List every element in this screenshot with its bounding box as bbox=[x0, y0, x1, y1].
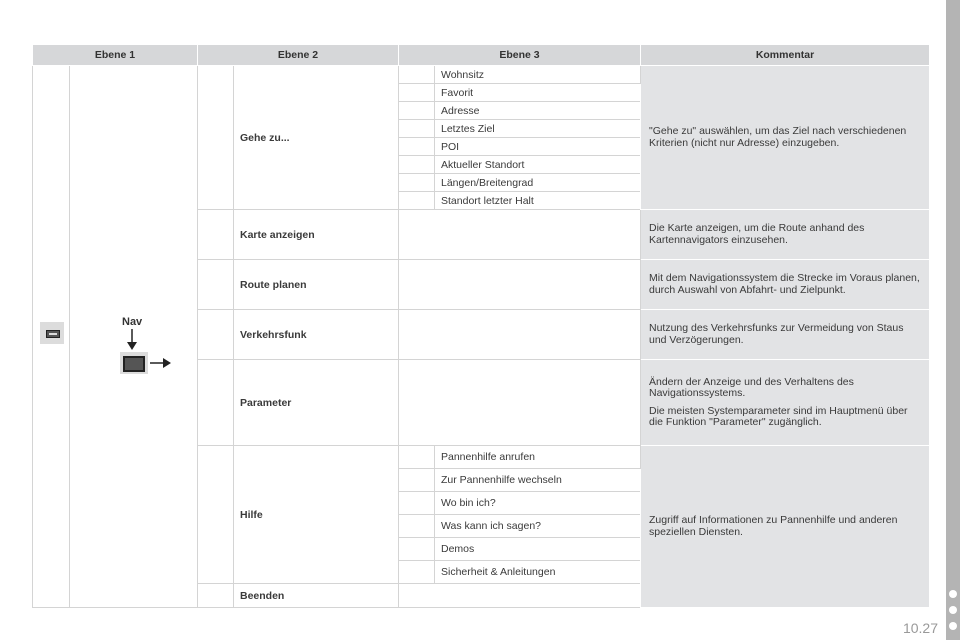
ebene2-spacer bbox=[198, 360, 234, 446]
header-ebene3: Ebene 3 bbox=[399, 45, 641, 66]
bar-dot bbox=[949, 606, 957, 614]
menu-item-adresse: Adresse bbox=[435, 102, 641, 120]
menu-item-letztes-ziel: Letztes Ziel bbox=[435, 120, 641, 138]
ebene3-spacer bbox=[399, 492, 435, 515]
ebene2-spacer bbox=[198, 446, 234, 584]
menu-item-wo-bin-ich: Wo bin ich? bbox=[435, 492, 641, 515]
ebene3-spacer bbox=[399, 66, 435, 84]
menu-gehe-zu: Gehe zu... bbox=[234, 66, 399, 210]
ebene3-spacer bbox=[399, 174, 435, 192]
ebene3-empty bbox=[399, 260, 641, 310]
ebene3-spacer bbox=[399, 561, 435, 584]
ebene3-spacer bbox=[399, 446, 435, 469]
ebene3-spacer bbox=[399, 469, 435, 492]
ebene3-spacer bbox=[399, 538, 435, 561]
comment-verkehr: Nutzung des Verkehrsfunks zur Vermeidung von Staus und Verzögerungen. bbox=[641, 310, 930, 360]
ebene3-spacer bbox=[399, 192, 435, 210]
menu-beenden: Beenden bbox=[234, 584, 399, 608]
menu-table bbox=[32, 44, 930, 608]
ebene3-spacer bbox=[399, 156, 435, 174]
menu-item-zur-pannenhilfe: Zur Pannenhilfe wechseln bbox=[435, 469, 641, 492]
menu-item-sicherheit: Sicherheit & Anleitungen bbox=[435, 561, 641, 584]
bar-dot bbox=[949, 622, 957, 630]
menu-item-laengen-breitengrad: Längen/Breitengrad bbox=[435, 174, 641, 192]
comment-parameter-2: Die meisten Systemparameter sind im Hauptmenü über die Funktion "Parameter" zugänglich. bbox=[649, 404, 908, 428]
ebene2-spacer bbox=[198, 584, 234, 608]
menu-route-planen: Route planen bbox=[234, 260, 399, 310]
menu-table-wrapper bbox=[32, 44, 929, 608]
menu-hilfe: Hilfe bbox=[234, 446, 399, 584]
ebene3-empty bbox=[399, 310, 641, 360]
right-scroll-bar bbox=[946, 0, 960, 640]
menu-item-standort-letzter-halt: Standort letzter Halt bbox=[435, 192, 641, 210]
comment-parameter bbox=[641, 360, 930, 446]
menu-item-aktueller-standort: Aktueller Standort bbox=[435, 156, 641, 174]
ebene3-spacer bbox=[399, 515, 435, 538]
mode-key-icon bbox=[40, 322, 64, 344]
header-row bbox=[33, 45, 930, 66]
ebene2-spacer bbox=[198, 210, 234, 260]
ebene3-spacer bbox=[399, 102, 435, 120]
menu-karte-anzeigen: Karte anzeigen bbox=[234, 210, 399, 260]
ebene2-spacer bbox=[198, 260, 234, 310]
nav-label: Nav bbox=[122, 316, 143, 328]
screen-icon bbox=[120, 352, 148, 374]
comment-karte: Die Karte anzeigen, um die Route anhand des Kartennavigators einzusehen. bbox=[641, 210, 930, 260]
ebene3-spacer bbox=[399, 84, 435, 102]
menu-verkehrsfunk: Verkehrsfunk bbox=[234, 310, 399, 360]
menu-item-wohnsitz: Wohnsitz bbox=[435, 66, 641, 84]
page-number: 10.27 bbox=[902, 620, 938, 636]
menu-item-favorit: Favorit bbox=[435, 84, 641, 102]
menu-item-demos: Demos bbox=[435, 538, 641, 561]
ebene2-spacer bbox=[198, 310, 234, 360]
menu-item-was-kann-ich-sagen: Was kann ich sagen? bbox=[435, 515, 641, 538]
arrow-right-icon bbox=[150, 357, 172, 369]
comment-gehe-zu: "Gehe zu" auswählen, um das Ziel nach verschiedenen Kriterien (nicht nur Adresse) einzugeben. bbox=[641, 66, 930, 210]
bar-dot bbox=[949, 590, 957, 598]
ebene2-spacer bbox=[198, 66, 234, 210]
comment-hilfe: Zugriff auf Informationen zu Pannenhilfe und anderen speziellen Diensten. bbox=[641, 446, 930, 608]
menu-parameter: Parameter bbox=[234, 360, 399, 446]
comment-route: Mit dem Navigationssystem die Strecke im Voraus planen, durch Auswahl von Abfahrt- und Zielpunkt. bbox=[641, 260, 930, 310]
ebene1-nav-cell bbox=[70, 66, 198, 608]
arrow-down-icon bbox=[126, 329, 138, 351]
menu-item-poi: POI bbox=[435, 138, 641, 156]
header-ebene2: Ebene 2 bbox=[198, 45, 399, 66]
header-ebene1: Ebene 1 bbox=[33, 45, 198, 66]
menu-item-pannenhilfe-anrufen: Pannenhilfe anrufen bbox=[435, 446, 641, 469]
ebene3-empty bbox=[399, 360, 641, 446]
table-row bbox=[33, 66, 930, 84]
comment-parameter-1: Ändern der Anzeige und des Verhaltens des Navigationssystems. bbox=[649, 375, 854, 399]
ebene1-icon-cell bbox=[33, 66, 70, 608]
ebene3-empty bbox=[399, 584, 641, 608]
header-kommentar: Kommentar bbox=[641, 45, 930, 66]
ebene3-empty bbox=[399, 210, 641, 260]
ebene3-spacer bbox=[399, 138, 435, 156]
ebene3-spacer bbox=[399, 120, 435, 138]
